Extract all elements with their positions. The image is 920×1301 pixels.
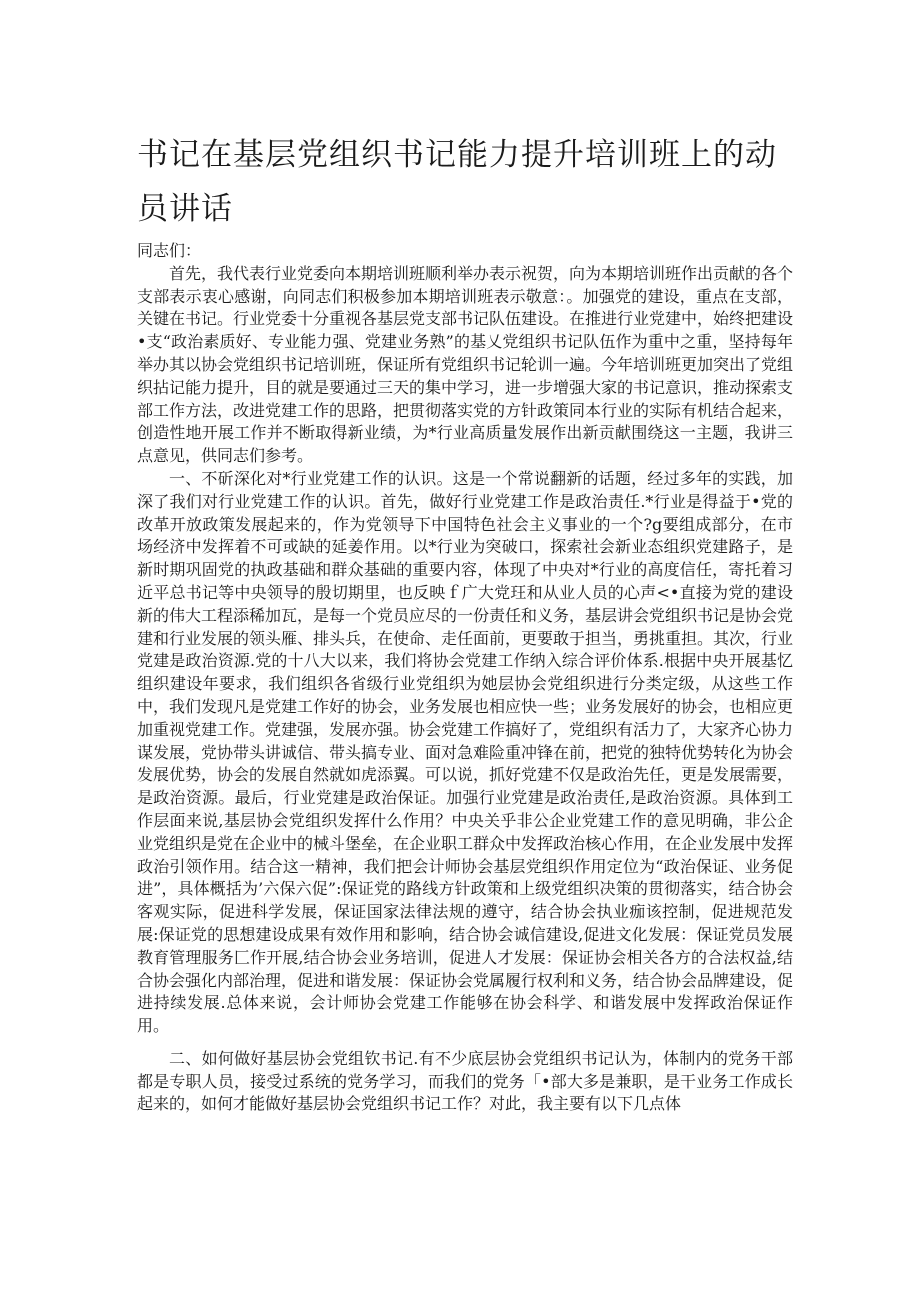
paragraph-section-two: 二、如何做好基层协会党组钦书记.有不少底层协会党组织书记认为，体制内的党务干部都是专职人员，接受过系统的党务学习，而我们的党务「•部大多是兼职，是干业务工作成长起来的，如何才能做好基层协会党组织书记工作？对此，我主要有以下几点体: [137, 1048, 793, 1114]
document-title: 书记在基层党组织书记能力提升培训班上的动员讲话: [137, 137, 777, 227]
paragraph-intro: 首先，我代表行业党委向本期培训班顺利举办表示祝贺，向为本期培训班作出贡献的各个支部表示衷心感谢，向同志们积极参加本期培训班表示敬意：。加强党的建设，重点在支部，关键在书记。行业党委十分重视各基层党支部书记队伍建设。在推进行业党建中，始终把建设•支“政治素质好、专业能力强、党建业务熟”的基乂党组织书记队伍作为重中之重，坚持每年举办其以协会党组织书记培训班，保证所有党组织书记轮训一遍。今年培训班更加突出了党组织拈记能力提升，目的就是要通过三天的集中学习，进一步增强大家的书记意识，推动探索支部工作方法，改进党建工作的思路，把贯彻落实党的方针政策同本行业的实际有机结合起来，创造性地开展工作并不断取得新业绩，为*行业高质量发展作出新贡献围绕这一主题，我讲三点意见，供同志们参考。: [137, 263, 794, 466]
document-body: [137, 240, 793, 1116]
salutation: 同志们：: [137, 241, 202, 260]
paragraph-section-one: 一、不斫深化对*行业党建工作的认识。这是一个常说翻新的话题，经过多年的实践，加深了我们对行业党建工作的认识。首先，做好行业党建工作是政治责任.*行业是得益于•党的改革开放政策发展起来的，作为党领导下中国特色社会主义事业的一个?g要组成部分，在市场经济中发挥着不可或缺的延姜作用。以*行业为突破口，探索社会新业态组织党建路子，是新时期巩固党的执政基础和群众基础的重要内容，体现了中央对*行业的高度信任，寄托着习近平总书记等中央领导的殷切期里，也反映ｆ广大党玨和从业人员的心声<•直接为党的建设新的伟大工程添稀加瓦，是每一个党员应尽的一份责任和义务，基层讲会党组织书记是协会党建和行业发展的领头雁、排头兵，在使命、走任面前，更要敢于担当，勇挑重担。其次，行业党建是政治资源.党的十八大以来，我们将协会党建工作纳入综合评价体系.根据中央开展基忆组织建设年要求，我们组织各省级行业党组织为她层协会党组织进行分类定级，从这些工作中，我们发现凡是党建工作好的协会，业务发展也相应快一些；业务发展好的协会，也相应更加重视党建工作。党建强，发展亦强。协会党建工作搞好了，党组织有活力了，大家齐心协力谋发展，党协带头讲诚信、带头搞专业、面对急难险重冲锋在前，把党的独特优势转化为协会发展优势，协会的发展自然就如虎添翼。可以说，抓好党建不仅是政治先任，更是发展需要，是政治资源。最后，行业党建是政治保证。加强行业党建是政治责任,是政治资源。具体到工作层面来说,基层协会党组织发挥什么作用？中央关乎非公企业党建工作的意见明确，非公企业党组织是党在企业中的械斗堡垒，在企业职工群众中发挥政治核心作用，在企业发展中发挥政治引领作用。结合这一精神，我们把会计师协会基层党组织作用定位为“政治保证、业务促进”，具体概括为’六保六促”:保证党的路线方针政策和上级党组织决策的贯彻落实，结合协会客观实际，促进科学发展，保证国家法律法规的遵守，结合协会执业痂该控制，促进规范发展:保证党的思想建设成果有效作用和影响，结合协会诚信建设,促进文化发展：保证党员发展教育管理服务匚作开展,结合协会业务培训，促进人才发展：保证协会相关各方的合法权益,结合协会强化内部治理，促进和谐发展：保证协会党属履行权利和义务，结合协会品牌建设，促进持续发展.总体来说，会计师协会党建工作能够在协会科学、和谐发展中发挥政治保证作用。: [137, 468, 794, 1036]
